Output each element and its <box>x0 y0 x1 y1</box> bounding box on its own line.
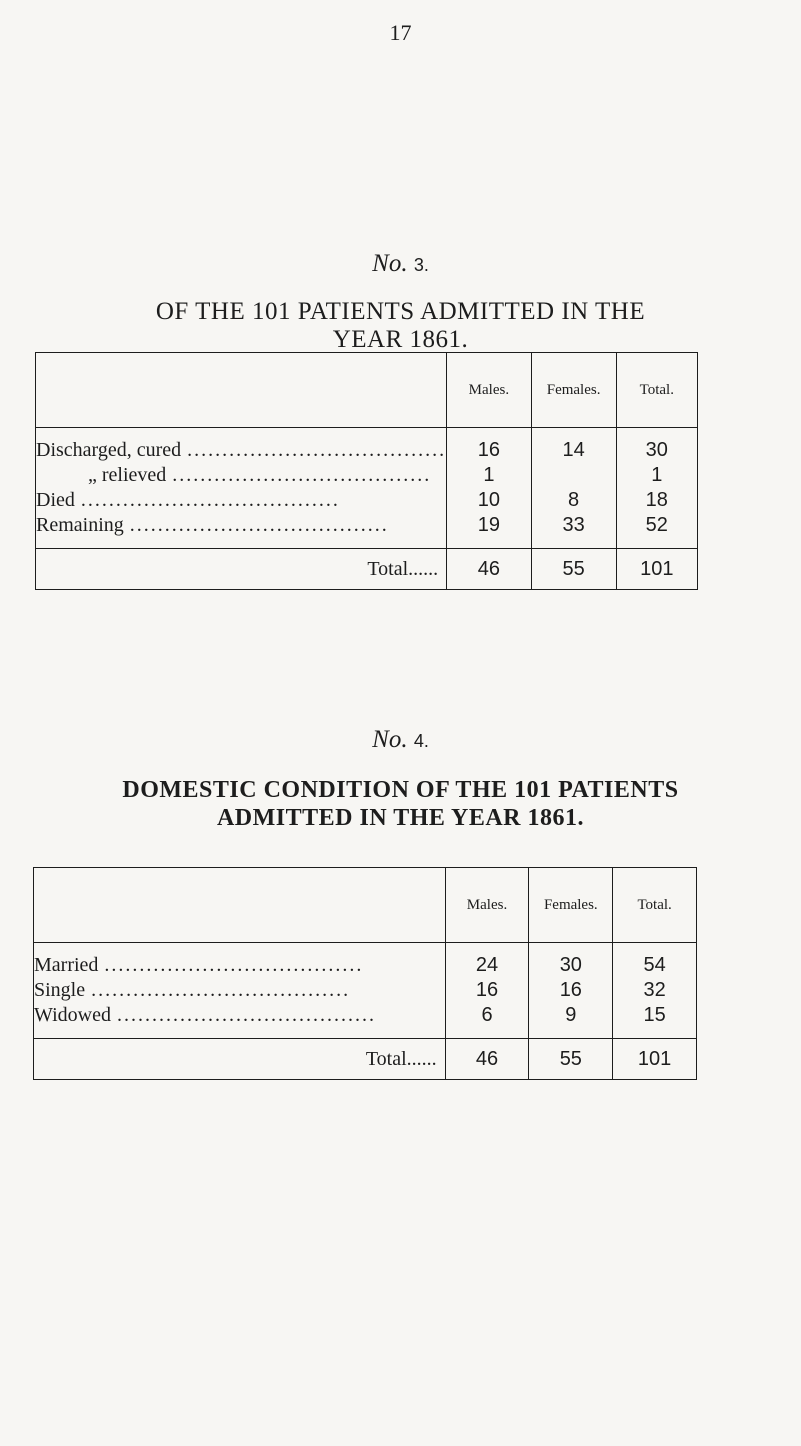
table3-title-line2: YEAR 1861. <box>332 326 469 353</box>
table-row: Single ..................................... <box>34 979 351 1001</box>
table4-total-total: 101 <box>613 1039 697 1080</box>
table3-labels <box>36 428 447 549</box>
table-row: Widowed ..................................... <box>34 1004 376 1026</box>
table4-heading <box>0 726 801 754</box>
table-row: Died ..................................... <box>36 489 340 511</box>
table4-col-total: Total. <box>613 868 697 943</box>
table3-total-values: 30 1 18 52 <box>616 428 697 549</box>
table-row: Remaining ..................................... <box>36 514 389 536</box>
page-number: 17 <box>389 20 412 45</box>
table4-males-values: 24 16 6 <box>445 943 529 1039</box>
table3-col-males: Males. <box>447 353 532 428</box>
table3-total-females: 55 <box>531 549 616 590</box>
table4-total-values: 54 32 15 <box>613 943 697 1039</box>
table4-total-males: 46 <box>445 1039 529 1080</box>
table4-col-females: Females. <box>529 868 613 943</box>
table4-header-row <box>34 868 697 943</box>
table3-header-row <box>36 353 698 428</box>
table3-title <box>0 298 801 354</box>
table4-females-values: 30 16 9 <box>529 943 613 1039</box>
table4-total-females: 55 <box>529 1039 613 1080</box>
table4-title <box>0 776 801 832</box>
table3-heading-prefix: No. <box>372 250 408 277</box>
table3-heading <box>0 250 801 278</box>
table4-total-row <box>34 1039 697 1080</box>
table3-col-females: Females. <box>531 353 616 428</box>
table4-labels <box>34 943 446 1039</box>
table3 <box>35 352 698 590</box>
table3-col-total: Total. <box>616 353 697 428</box>
table3-title-line1: OF THE 101 PATIENTS ADMITTED IN THE <box>155 298 646 325</box>
table3-heading-number: 3. <box>413 255 429 275</box>
table3-total-males: 46 <box>447 549 532 590</box>
table3-females-values: 14 8 33 <box>531 428 616 549</box>
table3-total-total: 101 <box>616 549 697 590</box>
table4-heading-number: 4. <box>413 731 429 751</box>
table-row: Discharged, cured ..................................... <box>36 439 447 461</box>
table-row: „ relieved ..................................... <box>88 464 432 486</box>
table4-header-blank <box>34 868 446 943</box>
table-row: Married ..................................... <box>34 954 364 976</box>
table4-col-males: Males. <box>445 868 529 943</box>
table4-title-line1: DOMESTIC CONDITION OF THE 101 PATIENTS <box>122 777 679 803</box>
table4-total-label: Total...... <box>34 1039 446 1080</box>
table3-total-label: Total...... <box>36 549 447 590</box>
table3-total-row <box>36 549 698 590</box>
table4-heading-prefix: No. <box>372 726 408 753</box>
table4-title-line2: ADMITTED IN THE YEAR 1861. <box>216 805 585 831</box>
table3-body <box>36 428 698 549</box>
table4-body <box>34 943 697 1039</box>
table3-males-values: 16 1 10 19 <box>447 428 532 549</box>
table3-header-blank <box>36 353 447 428</box>
table4 <box>33 867 697 1080</box>
